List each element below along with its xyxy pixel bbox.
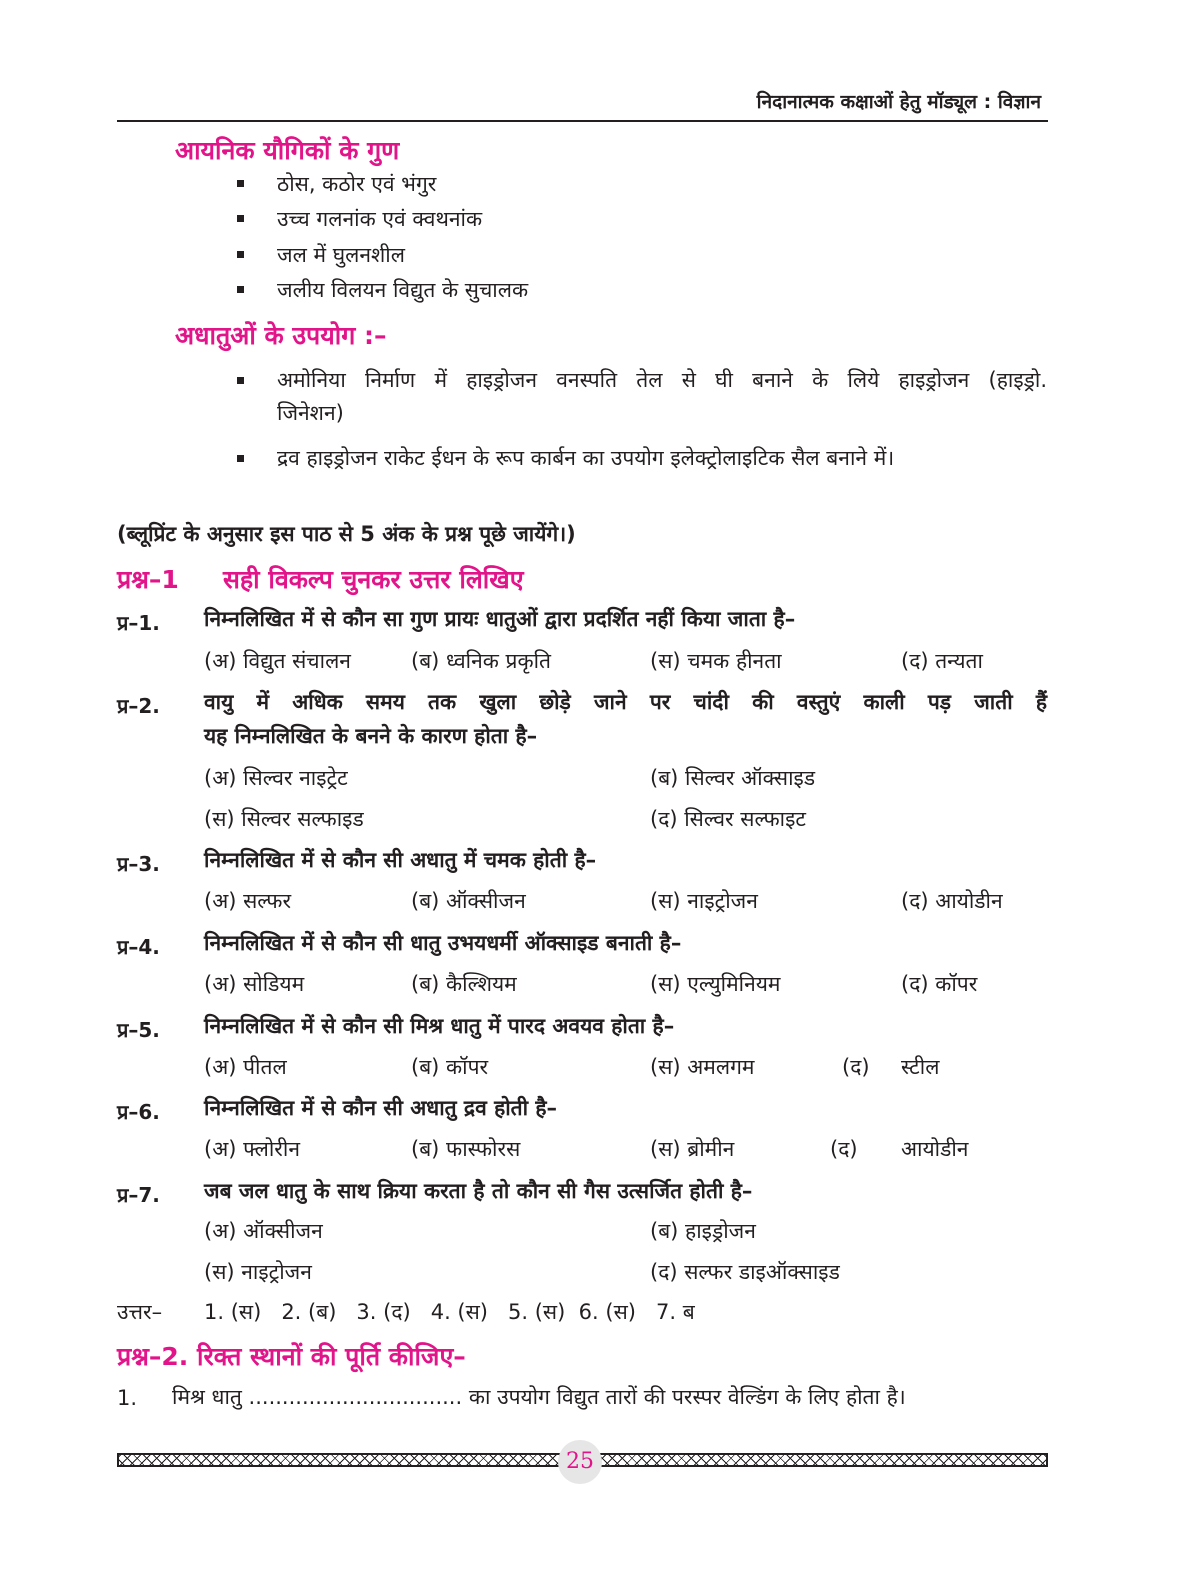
fill-number: 1. <box>117 1386 138 1410</box>
answers-values: 1. (स) 2. (ब) 3. (द) 4. (स) 5. (स) 6. (स) 7. ब <box>204 1300 695 1324</box>
option-d-text: स्टील <box>901 1055 940 1079</box>
option-c: (स) नाइट्रोजन <box>204 1260 312 1284</box>
ionic-item-4: जलीय विलयन विद्युत के सुचालक <box>277 278 529 302</box>
question-text: जब जल धातु के साथ क्रिया करता है तो कौन सी गैस उत्सर्जित होती है– <box>204 1179 753 1203</box>
option-a: (अ) सिल्वर नाइट्रेट <box>204 766 348 790</box>
option-d: (द) तन्यता <box>901 649 983 673</box>
option-d: (द) कॉपर <box>901 972 978 996</box>
option-b: (ब) ध्वनिक प्रकृति <box>411 649 552 673</box>
ionic-item-3: जल में घुलनशील <box>277 243 405 267</box>
nonmetal-uses-heading: अधातुओं के उपयोग :– <box>175 321 387 350</box>
option-b: (ब) फास्फोरस <box>411 1137 521 1161</box>
question-number: प्र–3. <box>117 852 160 876</box>
bullet-icon <box>237 455 244 462</box>
bullet-icon <box>237 377 244 384</box>
nonmetal-use-item-2: द्रव हाइड्रोजन राकेट ईधन के रूप कार्बन का उपयोग इलेक्ट्रोलाइटिक सैल बनाने में। <box>277 446 895 470</box>
option-d-marker: (द) <box>830 1137 858 1161</box>
question-number: प्र–6. <box>117 1100 160 1124</box>
bullet-icon <box>237 180 244 187</box>
option-a: (अ) पीतल <box>204 1055 287 1079</box>
option-d: (द) आयोडीन <box>901 889 1003 913</box>
bullet-icon <box>237 286 244 293</box>
question-text: निम्नलिखित में से कौन सी अधातु द्रव होती है– <box>204 1096 558 1120</box>
question-number: प्र–1. <box>117 611 160 635</box>
option-b: (ब) कैल्शियम <box>411 972 517 996</box>
option-b: (ब) सिल्वर ऑक्साइड <box>650 766 816 790</box>
bullet-icon <box>237 251 244 258</box>
option-c: (स) नाइट्रोजन <box>650 889 758 913</box>
page-number: 25 <box>558 1440 602 1484</box>
fill-text: मिश्र धातु ................................ का उपयोग विद्युत तारों की परस्पर वेल्डिंग के लिए होता है। <box>172 1385 906 1409</box>
header-rule <box>117 120 1048 122</box>
bullet-icon <box>237 215 244 222</box>
question-number: प्र–7. <box>117 1183 160 1207</box>
nonmetal-use-item-1-line2: जिनेशन) <box>277 401 344 425</box>
option-d: (द) सल्फर डाइऑक्साइड <box>650 1260 840 1284</box>
section1-title: सही विकल्प चुनकर उत्तर लिखिए <box>223 565 524 594</box>
question-text: निम्नलिखित में से कौन सी मिश्र धातु में पारद अवयव होता है– <box>204 1014 675 1038</box>
ionic-item-1: ठोस, कठोर एवं भंगुर <box>277 172 437 196</box>
question-number: प्र–2. <box>117 694 160 718</box>
question-number: प्र–5. <box>117 1018 160 1042</box>
option-a: (अ) फ्लोरीन <box>204 1137 300 1161</box>
option-a: (अ) विद्युत संचालन <box>204 649 351 673</box>
option-d-text: आयोडीन <box>901 1137 969 1161</box>
option-d-marker: (द) <box>842 1055 870 1079</box>
ionic-heading: आयनिक यौगिकों के गुण <box>175 136 400 165</box>
blueprint-note: (ब्लूप्रिंट के अनुसार इस पाठ से 5 अंक के प्रश्न पूछे जायेंगे।) <box>117 522 576 546</box>
question-text: निम्नलिखित में से कौन सी अधातु में चमक होती है– <box>204 848 597 872</box>
question-text-line2: यह निम्नलिखित के बनने के कारण होता है– <box>204 724 538 748</box>
option-b: (ब) ऑक्सीजन <box>411 889 526 913</box>
option-c: (स) चमक हीनता <box>650 649 782 673</box>
question-text: निम्नलिखित में से कौन सा गुण प्रायः धातुओं द्वारा प्रदर्शित नहीं किया जाता है– <box>204 607 796 631</box>
question-text: निम्नलिखित में से कौन सी धातु उभयधर्मी ऑक्साइड बनाती है– <box>204 931 682 955</box>
running-header: निदानात्मक कक्षाओं हेतु मॉड्यूल : विज्ञान <box>756 91 1041 113</box>
option-a: (अ) ऑक्सीजन <box>204 1219 323 1243</box>
section1-number: प्रश्न–1 <box>117 565 179 594</box>
option-c: (स) ब्रोमीन <box>650 1137 735 1161</box>
option-c: (स) अमलगम <box>650 1055 755 1079</box>
option-d: (द) सिल्वर सल्फाइट <box>650 807 806 831</box>
option-a: (अ) सोडियम <box>204 972 305 996</box>
option-c: (स) सिल्वर सल्फाइड <box>204 807 364 831</box>
option-a: (अ) सल्फर <box>204 889 292 913</box>
nonmetal-use-item-1-line1: अमोनिया निर्माण में हाइड्रोजन वनस्पति तेल से घी बनाने के लिये हाइड्रोजन (हाइड्रो. <box>277 368 1047 392</box>
question-number: प्र–4. <box>117 935 160 959</box>
answers-label: उत्तर– <box>117 1300 163 1324</box>
question-text-line1: वायु में अधिक समय तक खुला छोड़े जाने पर चांदी की वस्तुएं काली पड़ जाती हैं <box>204 690 1047 714</box>
option-b: (ब) हाइड्रोजन <box>650 1219 756 1243</box>
option-b: (ब) कॉपर <box>411 1055 489 1079</box>
ionic-item-2: उच्च गलनांक एवं क्वथनांक <box>277 207 483 231</box>
section2-title: प्रश्न–2. रिक्त स्थानों की पूर्ति कीजिए– <box>117 1342 466 1371</box>
option-c: (स) एल्युमिनियम <box>650 972 781 996</box>
